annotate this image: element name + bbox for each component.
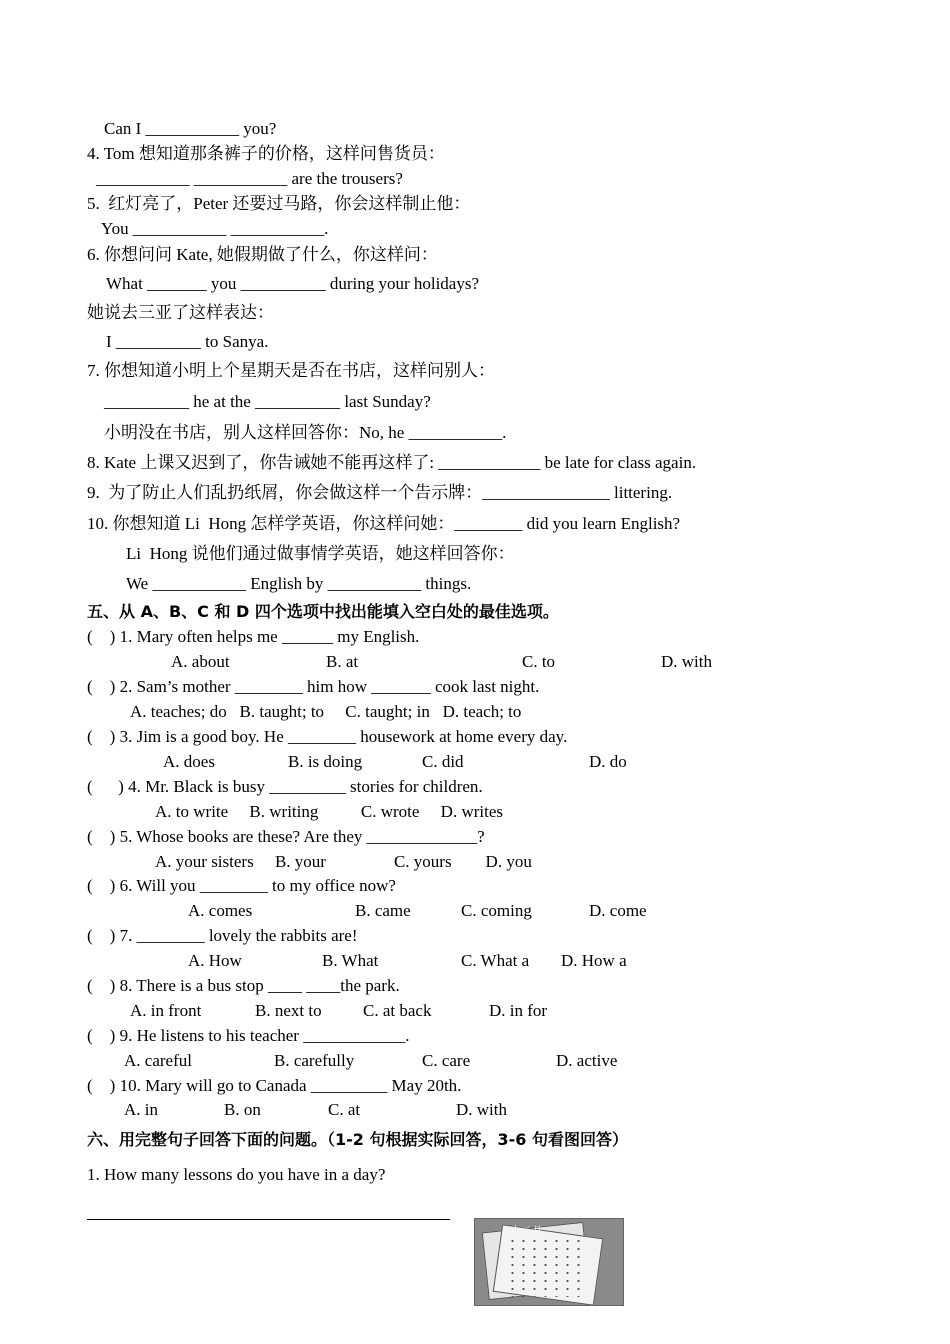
mc-option-c: C. coming (461, 901, 532, 920)
mc-question-5: ( ) 5. Whose books are these? Are they _____________? (87, 827, 485, 846)
mc-option-d: D. do (589, 752, 627, 771)
mc-option-b: B. next to (255, 1001, 322, 1020)
section-5-heading: 五、从 A、B、C 和 D 四个选项中找出能填入空白处的最佳选项。 (87, 602, 559, 621)
mc-question-3: ( ) 3. Jim is a good boy. He ________ housework at home every day. (87, 727, 568, 746)
mc-option-b: B. came (355, 901, 411, 920)
mc-option-d: D. come (589, 901, 647, 920)
answer-line (87, 1219, 450, 1220)
s4-question-5: 5. 红灯亮了，Peter 还要过马路，你会这样制止他： (87, 194, 471, 213)
s4-question-7: 7. 你想知道小明上个星期天是否在书店，这样问别人： (87, 361, 495, 380)
s4-question-6: 6. 你想问问 Kate, 她假期做了什么，你这样问： (87, 245, 438, 264)
mc-question-6: ( ) 6. Will you ________ to my office now? (87, 876, 396, 895)
mc-option-c: C. What a (461, 951, 530, 970)
s4-line: 她说去三亚了这样表达： (87, 303, 274, 322)
mc-option-d: D. in for (489, 1001, 548, 1020)
mc-option-c: C. at (328, 1100, 361, 1119)
mc-question-10: ( ) 10. Mary will go to Canada _________ May 20th. (87, 1076, 462, 1095)
calendar-image (474, 1218, 624, 1306)
mc-option-d: D. with (456, 1100, 507, 1119)
s4-line: Li Hong 说他们通过做事情学英语，她这样回答你： (126, 544, 515, 563)
mc-option-b: B. is doing (288, 752, 363, 771)
mc-option-a: A. about (171, 652, 230, 671)
mc-option-a: A. in (124, 1100, 158, 1119)
s4-question-4: 4. Tom 想知道那条裤子的价格，这样问售货员： (87, 144, 445, 163)
s6-question-1: 1. How many lessons do you have in a day? (87, 1165, 386, 1184)
s4-line: 小明没在书店，别人这样回答你：No, he ___________. (104, 423, 507, 442)
mc-options: A. to write B. writing C. wrote D. writes (155, 802, 503, 821)
mc-option-d: D. How a (561, 951, 627, 970)
mc-option-b: B. carefully (274, 1051, 355, 1070)
mc-option-c: C. did (422, 752, 464, 771)
mc-option-c: C. to (522, 652, 556, 671)
mc-option-b: B. What (322, 951, 379, 970)
mc-question-7: ( ) 7. ________ lovely the rabbits are! (87, 926, 358, 945)
s4-question-8: 8. Kate 上课又迟到了，你告诫她不能再这样了: ____________ be late for class again. (87, 453, 697, 472)
section-6-heading: 六、用完整句子回答下面的问题。（1-2 句根据实际回答，3-6 句看图回答） (87, 1130, 628, 1149)
mc-options: A. teaches; do B. taught; to C. taught; in D. teach; to (130, 702, 522, 721)
mc-option-d: D. with (661, 652, 712, 671)
mc-question-1: ( ) 1. Mary often helps me ______ my English. (87, 627, 420, 646)
s4-line: What _______ you __________ during your holidays? (106, 274, 480, 293)
mc-question-4: ( ) 4. Mr. Black is busy _________ stories for children. (87, 777, 483, 796)
mc-option-a: A. careful (124, 1051, 192, 1070)
mc-options: A. your sisters B. your C. yours D. you (155, 852, 532, 871)
mc-option-b: B. on (224, 1100, 261, 1119)
s4-line: You ___________ ___________. (101, 219, 329, 238)
s4-line: I __________ to Sanya. (106, 332, 269, 351)
mc-option-a: A. comes (188, 901, 253, 920)
mc-option-a: A. in front (130, 1001, 202, 1020)
mc-option-b: B. at (326, 652, 359, 671)
mc-option-d: D. active (556, 1051, 618, 1070)
mc-option-a: A. How (188, 951, 242, 970)
s4-question-9: 9. 为了防止人们乱扔纸屑，你会做这样一个告示牌：_______________ littering. (87, 483, 673, 502)
s4-line: __________ he at the __________ last Sunday? (104, 392, 431, 411)
mc-option-a: A. does (163, 752, 215, 771)
s4-question-10: 10. 你想知道 Li Hong 怎样学英语，你这样问她：________ did you learn English? (87, 514, 681, 533)
s4-line: ___________ ___________ are the trousers? (96, 169, 403, 188)
calendar-month-label: 十二月 (511, 1226, 545, 1236)
mc-question-9: ( ) 9. He listens to his teacher ____________. (87, 1026, 410, 1045)
s4-line: Can I ___________ you? (104, 119, 277, 138)
calendar-grid (507, 1237, 587, 1297)
mc-option-c: C. care (422, 1051, 471, 1070)
mc-question-8: ( ) 8. There is a bus stop ____ ____the park. (87, 976, 400, 995)
mc-option-c: C. at back (363, 1001, 432, 1020)
mc-question-2: ( ) 2. Sam’s mother ________ him how _______ cook last night. (87, 677, 540, 696)
s4-line: We ___________ English by ___________ things. (126, 574, 472, 593)
